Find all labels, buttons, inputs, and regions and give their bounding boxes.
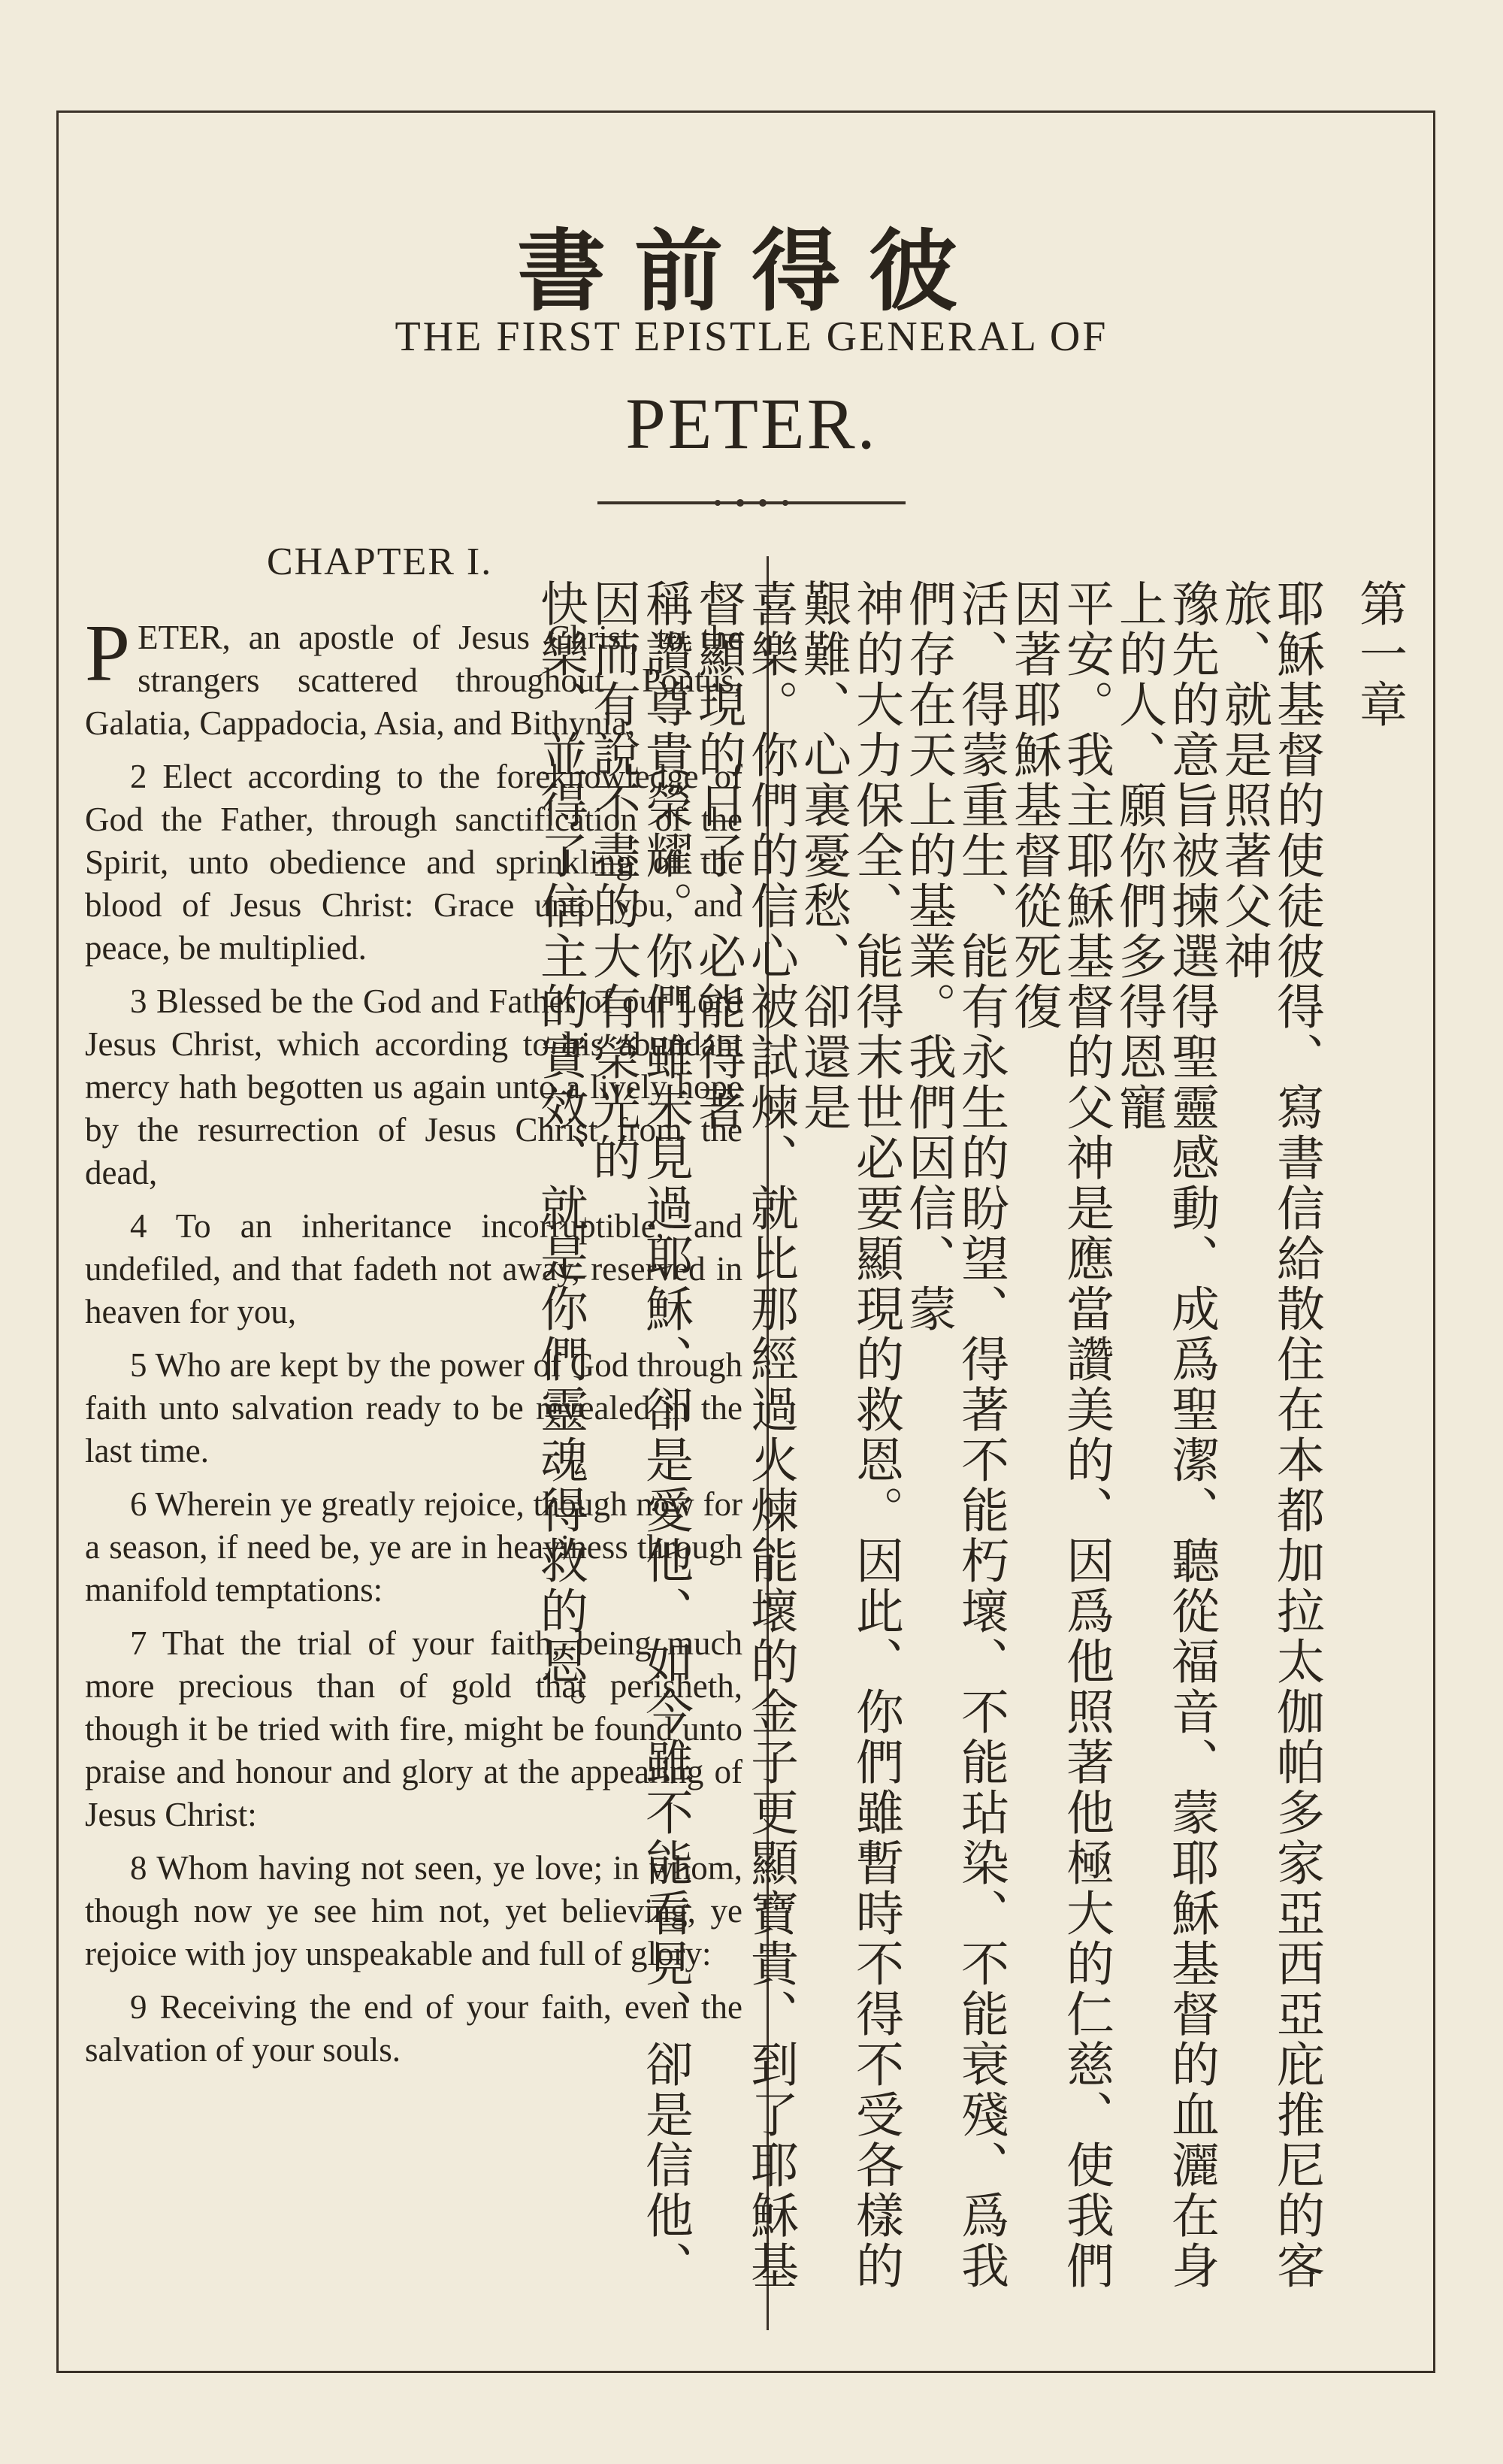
verse-1: PETER, an apostle of Jesus Christ, to the strangers scattered throughout Pontus, Galatia, Cappadocia, Asia, and Bithynia, bbox=[85, 609, 742, 742]
chinese-chapter-heading: 第一章 bbox=[1351, 579, 1407, 730]
verse-2: 2 Elect according to the foreknowledge of God the Father, through sanctification of the Spirit, unto obedience and sprinkling of the blood of Jesus Christ: Grace unto you, and peace, be multiplied. bbox=[85, 758, 742, 967]
chinese-line-7: 稱讚尊貴榮耀。你們雖未見過耶穌、卻是愛他、如今雖不能看見、卻是信他、因而有說不盡的大有榮光的 bbox=[585, 579, 693, 2291]
verse-9: 9 Receiving the end of your faith, even the salvation of your souls. bbox=[85, 1988, 742, 2069]
chinese-title: 書前得彼 bbox=[516, 219, 986, 323]
chinese-text-column bbox=[532, 579, 1407, 2330]
english-chapter-heading: CHAPTER I. bbox=[267, 540, 493, 583]
chinese-line-6: 喜樂。你們的信心被試煉、就比那經過火煉能壞的金子更顯寶貴、到了耶穌基督顯現的日子、必能得著 bbox=[690, 579, 798, 2291]
chinese-line-5: 神的大力保全、能得末世必要顯現的救恩。因此、你們雖暫時不得不受各樣的艱難、心裏憂愁、卻還是 bbox=[795, 579, 903, 2291]
chinese-line-1: 耶穌基督的使徒彼得、寫書信給散住在本都加拉太伽帕多家亞西亞庇推尼的客旅、就是照著父神 bbox=[1216, 579, 1324, 2291]
verse-6: 6 Wherein ye greatly rejoice, though now for a season, if need be, ye are in heaviness through manifold temptations: bbox=[85, 1485, 742, 1609]
verse-8: 8 Whom having not seen, ye love; in whom, though now ye see him not, yet believing, ye rejoice with joy unspeakable and full of glory: bbox=[85, 1849, 742, 1972]
chinese-line-2: 豫先的意旨被揀選得聖靈感動、成爲聖潔、聽從福音、蒙耶穌基督的血灑在身上的人、願你們多得恩寵 bbox=[1111, 579, 1219, 2291]
chinese-line-4: 活、得蒙重生、能有永生的盼望、得著不能朽壞、不能玷染、不能衰殘、爲我們存在天上的基業。我們因信、蒙 bbox=[900, 579, 1009, 2291]
verse-3: 3 Blessed be the God and Father of our Lord Jesus Christ, which according to his abundant mercy hath begotten us again unto a lively hope by the resurrection of Jesus Christ from the dead, bbox=[85, 982, 742, 1191]
english-title: PETER. bbox=[625, 383, 878, 464]
drop-cap: P bbox=[85, 609, 131, 698]
title-ornament bbox=[597, 499, 906, 507]
verse-7: 7 That the trial of your faith, being much more precious than of gold that perisheth, though it be tried with fire, might be found unto praise and honour and glory at the appearing of Jesus Christ: bbox=[85, 1624, 742, 1833]
chinese-line-8: 快樂、並得了信主的實效、就是你們靈魂得救的恩。 bbox=[532, 579, 588, 1737]
verse-5: 5 Who are kept by the power of God through faith unto salvation ready to be revealed in the last time. bbox=[85, 1346, 742, 1470]
english-subtitle: THE FIRST EPISTLE GENERAL OF bbox=[395, 313, 1108, 360]
chinese-line-3: 平安。我主耶穌基督的父神是應當讚美的、因爲他照著他極大的仁慈、使我們因著耶穌基督從死復 bbox=[1006, 579, 1114, 2291]
verse-4: 4 To an inheritance incorruptible, and undefiled, and that fadeth not away, reserved in heaven for you, bbox=[85, 1207, 742, 1330]
